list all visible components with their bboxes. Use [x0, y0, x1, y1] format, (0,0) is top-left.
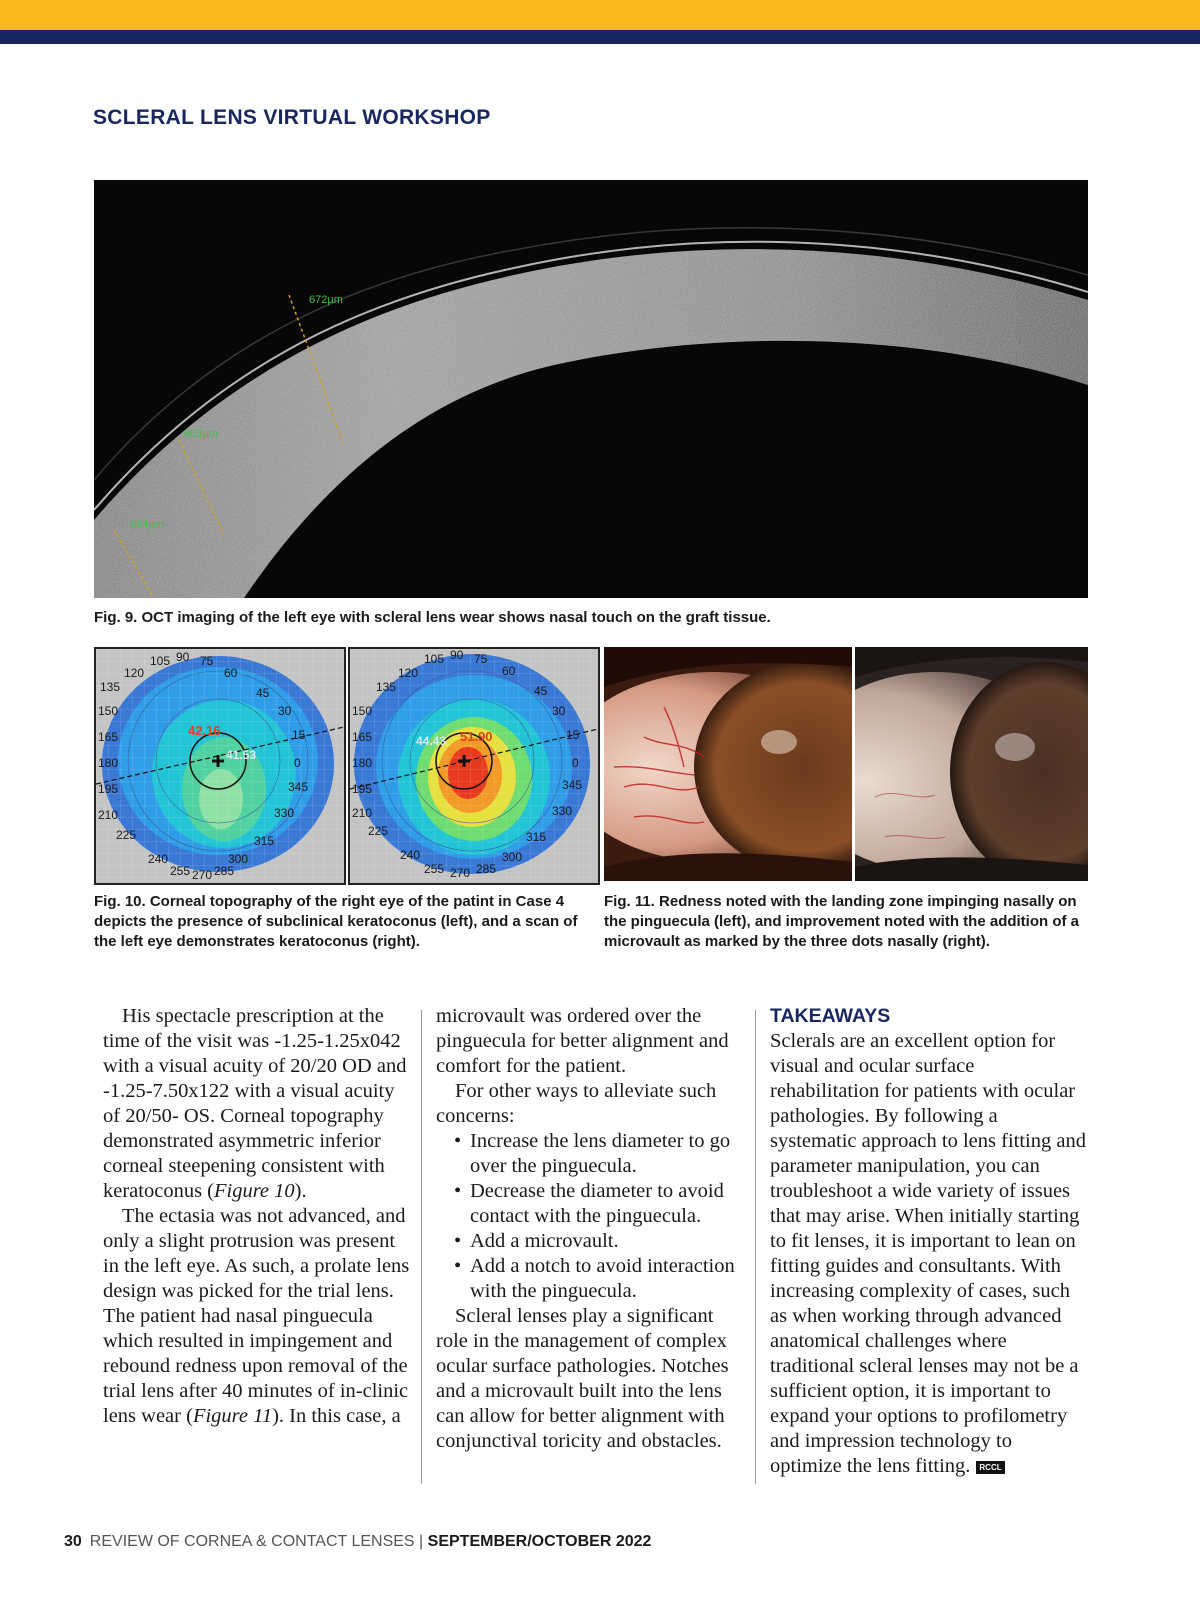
body-paragraph: For other ways to alleviate such concerns: [436, 1080, 717, 1127]
top-navy-bar [0, 30, 1200, 44]
bullet-icon: • [454, 1130, 462, 1152]
fig10-topography-left [94, 647, 346, 885]
angle-label: 150 [352, 704, 373, 718]
angle-label: 90 [176, 650, 190, 664]
angle-label: 210 [98, 808, 119, 822]
article-column-2 [436, 1004, 748, 1454]
footer-separator: | [419, 1533, 424, 1550]
section-title: SCLERAL LENS VIRTUAL WORKSHOP [93, 106, 491, 129]
angle-label: 345 [288, 780, 309, 794]
angle-label: 165 [98, 730, 119, 744]
list-item: • Add a notch to avoid interaction with the pinguecula. [454, 1255, 735, 1302]
angle-label: 330 [274, 806, 295, 820]
topography-map-right [350, 649, 598, 883]
topography-map-left [96, 649, 344, 883]
angle-label: 300 [228, 852, 249, 866]
angle-label: 315 [526, 830, 547, 844]
angle-label: 105 [150, 654, 171, 668]
angle-label: 195 [98, 782, 119, 796]
angle-label: 165 [352, 730, 373, 744]
angle-label: 180 [352, 756, 373, 770]
fig9-caption: Fig. 9. OCT imaging of the left eye with scleral lens wear shows nasal touch on the graft tissue. [94, 609, 771, 626]
angle-label: 135 [100, 680, 121, 694]
angle-label: 255 [424, 862, 445, 876]
topo-k-value: 42.16 [188, 723, 221, 738]
angle-label: 195 [352, 782, 373, 796]
topo-k-value: 44.43 [416, 734, 447, 748]
angle-label: 105 [424, 652, 445, 666]
angle-label: 75 [200, 654, 214, 668]
end-of-article-icon: RCCL [976, 1461, 1004, 1474]
top-accent-bar [0, 0, 1200, 30]
angle-label: 60 [224, 666, 238, 680]
column-divider [421, 1010, 422, 1484]
body-paragraph: The ectasia was not advanced, and only a slight protrusion was present in the left eye. As such, a prolate lens design was picked for the trial lens. The patient had nasal pinguecula which resulted in impingement and rebound redness upon removal of the trial lens after 40 minutes of in-clinic lens wear (Figure 11). In this case, a [103, 1205, 410, 1427]
article-column-1 [103, 1004, 413, 1429]
angle-label: 240 [148, 852, 169, 866]
angle-label: 270 [450, 866, 471, 880]
fig10-topography-right [348, 647, 600, 885]
fig11-photo-right [855, 647, 1088, 881]
publication-name: REVIEW OF CORNEA & CONTACT LENSES [89, 1533, 415, 1550]
angle-label: 135 [376, 680, 397, 694]
angle-label: 15 [566, 728, 580, 742]
fig9-oct-image [94, 180, 1088, 598]
column-divider [755, 1010, 756, 1484]
fig10-caption: Fig. 10. Corneal topography of the right eye of the patint in Case 4 depicts the presence of subclinical keratoconus (left), and a scan of the left eye demonstrates keratoconus (right). [94, 893, 578, 950]
oct-measure-label: 672µm [309, 294, 343, 306]
angle-label: 120 [124, 666, 145, 680]
angle-label: 210 [352, 806, 373, 820]
angle-label: 225 [368, 824, 389, 838]
body-paragraph: Sclerals are an excellent option for visual and ocular surface rehabilitation for patients with ocular pathologies. By following a systematic approach to lens fitting and parameter manipulation, you can troubleshoot a wide variety of issues that may arise. When initially starting to fit lenses, it is important to lean on fitting guides and consultants. With increasing complexity of cases, such as when working through advanced anatomical challenges where traditional scleral lenses may not be a sufficient option, it is important to expand your options to profilometry and impression technology to optimize the lens fitting. RCCL [770, 1030, 1086, 1477]
angle-label: 255 [170, 864, 191, 878]
topo-k-value: 51.90 [460, 729, 493, 744]
page-footer [64, 1533, 651, 1551]
topo-k-value: 41.53 [226, 748, 257, 762]
body-paragraph: His spectacle prescription at the time of the visit was -1.25-1.25x042 with a visual acuity of 20/20 OD and -1.25-7.50x122 with a visual acuity of 20/50- OS. Corneal topography demonstrated asymmetric inferior corneal steepening consistent with keratoconus (Figure 10). [103, 1005, 407, 1202]
angle-label: 300 [502, 850, 523, 864]
oct-scan-drawing [94, 180, 1088, 598]
angle-label: 345 [562, 778, 583, 792]
fig11-photo-left [604, 647, 852, 881]
angle-label: 285 [214, 864, 235, 878]
bullet-icon: • [454, 1180, 462, 1202]
angle-label: 315 [254, 834, 275, 848]
angle-label: 30 [552, 704, 566, 718]
oct-measure-label: 603µm [184, 428, 218, 440]
fig11-caption: Fig. 11. Redness noted with the landing zone impinging nasally on the pinguecula (left), and improvement noted with the addition of a microvault as marked by the three dots nasally (right). [604, 893, 1080, 950]
body-paragraph: Scleral lenses play a significant role in the management of complex ocular surface pathologies. Notches and a microvault built into the lens can allow for better alignment with conjunctival toricity and obstacles. [436, 1305, 729, 1452]
takeaways-heading: TAKEAWAYS [770, 1005, 891, 1027]
list-item: • Add a microvault. [454, 1230, 619, 1252]
angle-label: 0 [572, 756, 579, 770]
slit-lamp-photo-left [604, 647, 852, 881]
angle-label: 120 [398, 666, 419, 680]
angle-label: 30 [278, 704, 292, 718]
angle-label: 90 [450, 649, 464, 662]
angle-label: 45 [534, 684, 548, 698]
article-column-3 [770, 1004, 1088, 1479]
list-item: • Increase the lens diameter to go over the pinguecula. [454, 1130, 731, 1177]
angle-label: 270 [192, 868, 213, 882]
angle-label: 150 [98, 704, 119, 718]
figure-reference: Figure 11 [192, 1405, 273, 1427]
angle-label: 0 [294, 756, 301, 770]
list-item: • Decrease the diameter to avoid contact with the pinguecula. [454, 1180, 724, 1227]
bullet-icon: • [454, 1255, 462, 1277]
page-number: 30 [64, 1533, 82, 1550]
bullet-icon: • [454, 1230, 462, 1252]
angle-label: 285 [476, 862, 497, 876]
angle-label: 330 [552, 804, 573, 818]
angle-label: 240 [400, 848, 421, 862]
figure-reference: Figure 10 [214, 1180, 295, 1202]
body-paragraph: microvault was ordered over the pinguecula for better alignment and comfort for the patient. [436, 1005, 729, 1077]
angle-label: 15 [292, 728, 306, 742]
angle-label: 225 [116, 828, 137, 842]
angle-label: 60 [502, 664, 516, 678]
oct-measure-label: 604µm [130, 519, 164, 531]
issue-date: SEPTEMBER/OCTOBER 2022 [427, 1533, 652, 1550]
angle-label: 180 [98, 756, 119, 770]
angle-label: 45 [256, 686, 270, 700]
slit-lamp-photo-right [855, 647, 1088, 881]
angle-label: 75 [474, 652, 488, 666]
